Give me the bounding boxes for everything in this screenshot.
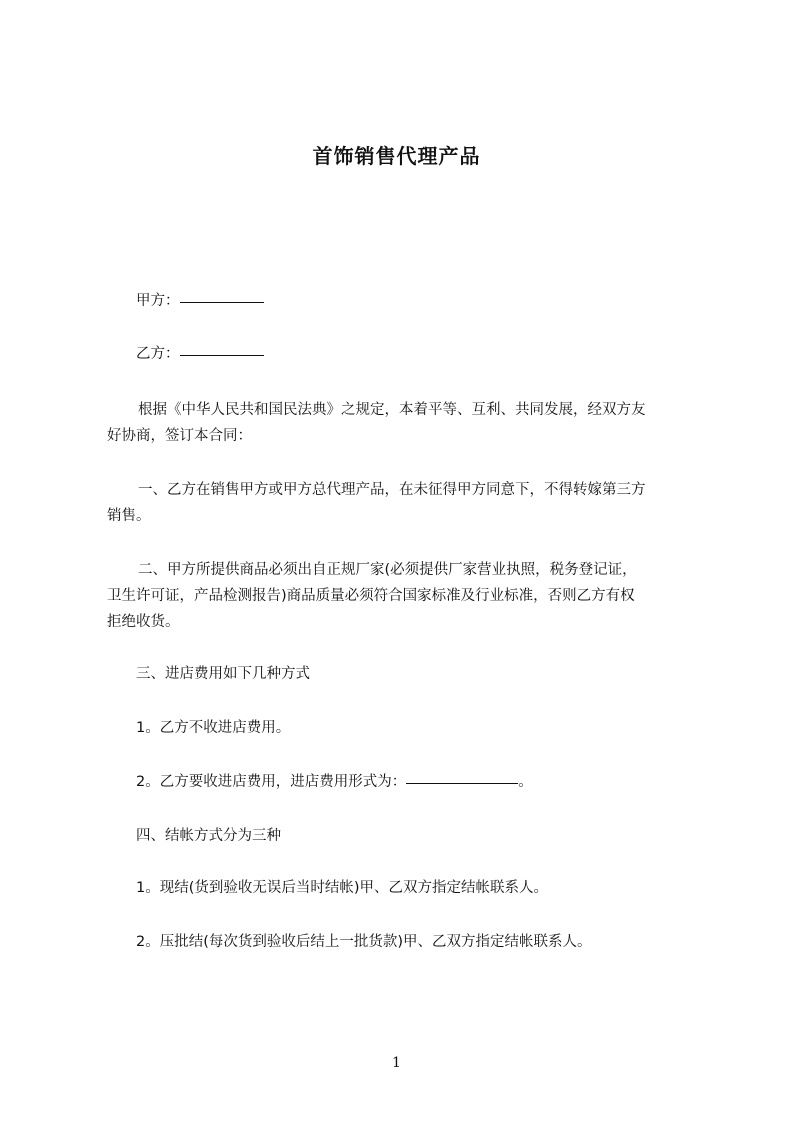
clause-3-heading-text: 三、进店费用如下几种方式	[136, 666, 310, 682]
clause-3-item-1	[107, 713, 697, 743]
clause-2-line-3: 拒绝收货。	[107, 614, 180, 630]
clause-1-text-1: 一、乙方在销售甲方或甲方总代理产品，在未征得甲方同意下，不得转嫁第三方	[138, 482, 646, 498]
party-b-blank	[180, 341, 264, 356]
clause-4-item-1-text: 1。现结(货到验收无误后当时结帐)甲、乙双方指定结帐联系人。	[136, 880, 549, 896]
page-number: 1	[392, 1055, 401, 1071]
clause-4-item-1	[107, 873, 697, 903]
clause-2-text-1: 二、甲方所提供商品必须出自正规厂家(必须提供厂家营业执照，税务登记证，	[138, 562, 637, 578]
clause-4-heading-text: 四、结帐方式分为三种	[136, 828, 281, 844]
clause-3-item-1-text: 1。乙方不收进店费用。	[136, 720, 291, 736]
clause-3-heading	[107, 659, 697, 689]
party-a-line	[107, 286, 697, 316]
clause-4-item-2-text: 2。压批结(每次货到验收后结上一批货款)甲、乙双方指定结帐联系人。	[136, 934, 592, 950]
party-b-line	[107, 339, 697, 369]
clause-4-item-2	[107, 927, 697, 957]
clause-1-line-2: 销售。	[107, 508, 151, 524]
intro-text-1: 根据《中华人民共和国民法典》之规定，本着平等、互利、共同发展，经双方友	[138, 402, 646, 418]
party-b-label: 乙方：	[136, 346, 180, 362]
clause-2-line-2: 卫生许可证，产品检测报告)商品质量必须符合国家标准及行业标准，否则乙方有权	[107, 588, 635, 604]
intro-line-2: 好协商，签订本合同：	[107, 428, 252, 444]
clause-4-heading	[107, 821, 697, 851]
party-a-blank	[180, 288, 264, 303]
fee-form-blank	[406, 769, 518, 784]
document-title: 首饰销售代理产品	[312, 144, 481, 168]
clause-3-item-2-text: 2。乙方要收进店费用，进店费用形式为：	[136, 774, 407, 790]
party-a-label: 甲方：	[136, 293, 180, 309]
clause-3-item-2-suffix: 。	[518, 774, 533, 790]
clause-3-item-2	[107, 767, 697, 797]
